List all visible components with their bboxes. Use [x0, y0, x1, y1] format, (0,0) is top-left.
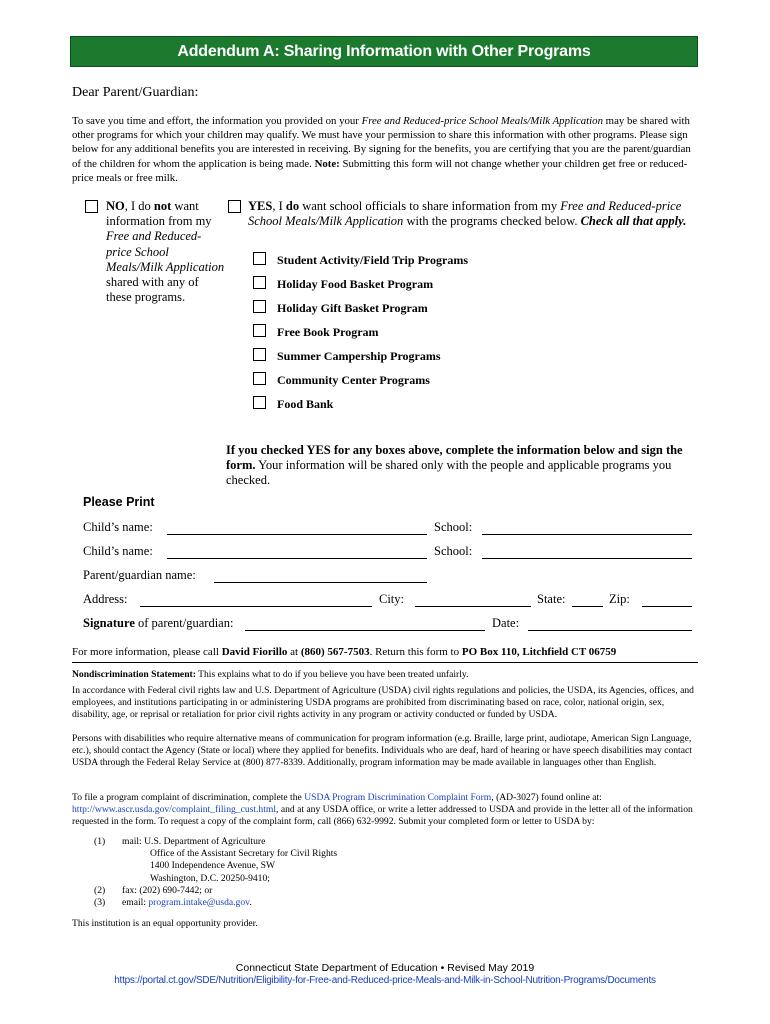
program-checkbox-food-bank[interactable] — [253, 396, 266, 409]
yes-text-1: , I — [272, 199, 286, 213]
address-field[interactable] — [140, 606, 372, 607]
no-label: NO — [106, 199, 125, 213]
no-not: not — [153, 199, 172, 213]
child1-name-field[interactable] — [167, 534, 427, 535]
signature-label-bold: Signature — [83, 616, 135, 630]
state-label: State: — [537, 592, 566, 606]
address-item — [72, 848, 337, 860]
yes-text-3: with the programs checked below. — [403, 214, 581, 229]
child2-name-field[interactable] — [167, 558, 427, 559]
nondiscrimination-p1: In accordance with Federal civil rights law and U.S. Department of Agriculture (USDA) civil rights regulations and policies, the USDA, its Agencies, offices, and employees, and institutions participating in or administering USDA programs are prohibited from discriminating based on race, color, national origin, sex, disability, age, or reprisal or retaliation for prior civil rights activity in any program or activity conducted or funded by USDA. — [72, 685, 694, 721]
child1-label: Child’s name: — [83, 520, 153, 534]
address-item — [72, 836, 337, 848]
nondiscrimination-p2: Persons with disabilities who require alternative means of communication for program information (e.g. Braille, large print, audiotape, American Sign Language, etc.), should contact the Agency (State or local) where they applied for benefits. Individuals who are deaf, hard of hearing or have speech disabilities may contact USDA through the Federal Relay Service at (800) 877-8339. Additionally, program information may be made available in languages other than English. — [72, 733, 692, 769]
contact-text-3: . Return this form to — [369, 646, 462, 658]
contact-address: PO Box 110, Litchfield CT 06759 — [461, 646, 617, 658]
no-checkbox[interactable] — [85, 200, 98, 213]
yes-label: YES — [248, 199, 273, 213]
nondiscrimination-subtitle: This explains what to do if you believe you have been treated unfairly. — [195, 669, 469, 680]
intro-application-name: Free and Reduced-price School Meals/Milk Application — [361, 115, 603, 127]
address-item-text: fax: (202) 690-7442; or — [122, 884, 213, 896]
city-field[interactable] — [415, 606, 531, 607]
date-label: Date: — [492, 616, 520, 630]
complaint-form-link[interactable]: USDA Program Discrimination Complaint Form — [304, 792, 492, 803]
nondiscrimination-p3 — [72, 792, 700, 829]
address-item-text: mail: U.S. Department of Agriculture — [122, 836, 266, 847]
program-label-holiday-gift-basket: Holiday Gift Basket Program — [277, 301, 428, 315]
usda-address-list — [72, 836, 337, 909]
parent-name-field[interactable] — [214, 582, 427, 583]
address-item-number: (3) — [94, 897, 106, 909]
program-checkbox-summer-campership[interactable] — [253, 348, 266, 361]
page-title-banner — [70, 36, 698, 67]
please-print-heading: Please Print — [83, 495, 155, 509]
city-label: City: — [379, 592, 405, 606]
contact-text-1: For more information, please call — [72, 646, 222, 658]
program-checkbox-field-trip[interactable] — [253, 252, 266, 265]
equal-opportunity-statement: This institution is an equal opportunity provider. — [72, 918, 258, 929]
intro-text-1: To save you time and effort, the information you provided on your — [72, 115, 362, 127]
intro-text-3: Submitting this form will not change whether your children get free or reduced-price meals or free milk. — [72, 157, 688, 184]
zip-label: Zip: — [609, 592, 630, 606]
school1-field[interactable] — [482, 534, 692, 535]
page-title: Addendum A: Sharing Information with Other Programs — [177, 42, 591, 60]
signature-label — [83, 616, 233, 631]
address-item-text: Washington, D.C. 20250-9410; — [150, 872, 270, 884]
no-text-1: , I do — [124, 199, 154, 213]
state-field[interactable] — [572, 606, 603, 607]
intro-paragraph — [72, 114, 698, 185]
address-item — [72, 885, 337, 897]
address-item — [72, 897, 337, 909]
address-item-text: email: — [122, 897, 149, 909]
check-all-note: Check all that apply. — [580, 214, 687, 229]
divider — [72, 662, 698, 663]
contact-phone: (860) 567-7503 — [300, 646, 370, 658]
school2-field[interactable] — [482, 558, 692, 559]
yes-do: do — [285, 199, 300, 213]
yes-checkbox[interactable] — [228, 200, 241, 213]
program-label-holiday-food-basket: Holiday Food Basket Program — [277, 277, 434, 291]
address-item-text: 1400 Independence Avenue, SW — [150, 860, 276, 872]
intro-text-2: may be shared with other programs for which your children may qualify. We must have your permission to share this information with other programs. Please sign below for any additional benefits you are interested in receiving. By signing for the benefits, you are certifying that you are the parent/guardian of the children for whom the application is being made. — [72, 115, 691, 170]
date-field[interactable] — [528, 630, 692, 631]
complaint-url-link[interactable]: http://www.ascr.usda.gov/complaint_filing_cust.html — [72, 804, 277, 816]
school2-label: School: — [434, 544, 473, 558]
child2-label: Child’s name: — [83, 544, 153, 558]
salutation: Dear Parent/Guardian: — [72, 85, 199, 100]
program-label-food-bank: Food Bank — [277, 397, 334, 411]
no-option-text — [106, 199, 226, 305]
footer-revision: Connecticut State Department of Education • Revised May 2019 — [235, 962, 535, 974]
nondiscrimination-heading — [72, 669, 700, 681]
program-checkbox-community-center[interactable] — [253, 372, 266, 385]
complaint-text-1: To file a program complaint of discrimination, complete the — [72, 792, 305, 803]
nondiscrimination-label: Nondiscrimination Statement: — [72, 669, 196, 680]
parent-name-label: Parent/guardian name: — [83, 568, 196, 582]
contact-line — [72, 646, 616, 658]
yes-option-text — [248, 199, 696, 229]
program-label-free-book: Free Book Program — [277, 325, 379, 339]
complaint-text-3: , and at any USDA office, or write a letter addressed to USDA and provide in the letter all of the information requested in the form. To request a copy of the complaint form, call (866) 632-9992. Submit your completed form or letter to USDA by: — [72, 804, 693, 828]
email-tail: . — [249, 897, 252, 909]
contact-name: David Fiorillo — [221, 646, 288, 658]
intro-note-label: Note: — [314, 157, 340, 170]
program-label-summer-campership: Summer Campership Programs — [277, 349, 441, 363]
complaint-text-2: , (AD-3027) found online at: — [491, 792, 602, 803]
program-label-community-center: Community Center Programs — [277, 373, 430, 387]
no-text-2: want information from my — [106, 199, 212, 229]
zip-field[interactable] — [642, 606, 692, 607]
program-label-field-trip: Student Activity/Field Trip Programs — [277, 253, 468, 267]
address-item — [72, 873, 337, 885]
email-link[interactable]: program.intake@usda.gov — [148, 897, 250, 909]
no-application-name: Free and Reduced-price School Meals/Milk Application — [106, 229, 225, 274]
yes-instructions-text: Your information will be shared only with the people and applicable programs you checked. — [226, 458, 672, 488]
yes-application-name: Free and Reduced-price School Meals/Milk Application — [248, 199, 682, 229]
yes-instructions — [226, 443, 686, 489]
address-item-text: Office of the Assistant Secretary for Civil Rights — [150, 848, 338, 860]
yes-instructions-bold: If you checked YES for any boxes above, complete the information below and sign the form. — [226, 443, 683, 473]
yes-text-2: want school officials to share information from my — [299, 199, 561, 213]
address-item-number: (2) — [94, 884, 106, 896]
program-checkbox-holiday-gift-basket[interactable] — [253, 300, 266, 313]
no-text-3: shared with any of these programs. — [106, 275, 199, 305]
address-item — [72, 860, 337, 872]
contact-text-2: at — [287, 646, 301, 658]
address-item-number: (1) — [94, 836, 106, 847]
address-label: Address: — [83, 592, 128, 606]
signature-label-rest: of parent/guardian: — [134, 616, 234, 630]
footer-url-link[interactable]: https://portal.ct.gov/SDE/Nutrition/Eligibility-for-Free-and-Reduced-price-Meals-and-Milk-in-School-Nutrition-Programs/Documents — [114, 975, 656, 986]
program-checkbox-holiday-food-basket[interactable] — [253, 276, 266, 289]
program-checkbox-free-book[interactable] — [253, 324, 266, 337]
signature-field[interactable] — [245, 630, 485, 631]
school1-label: School: — [434, 520, 473, 534]
